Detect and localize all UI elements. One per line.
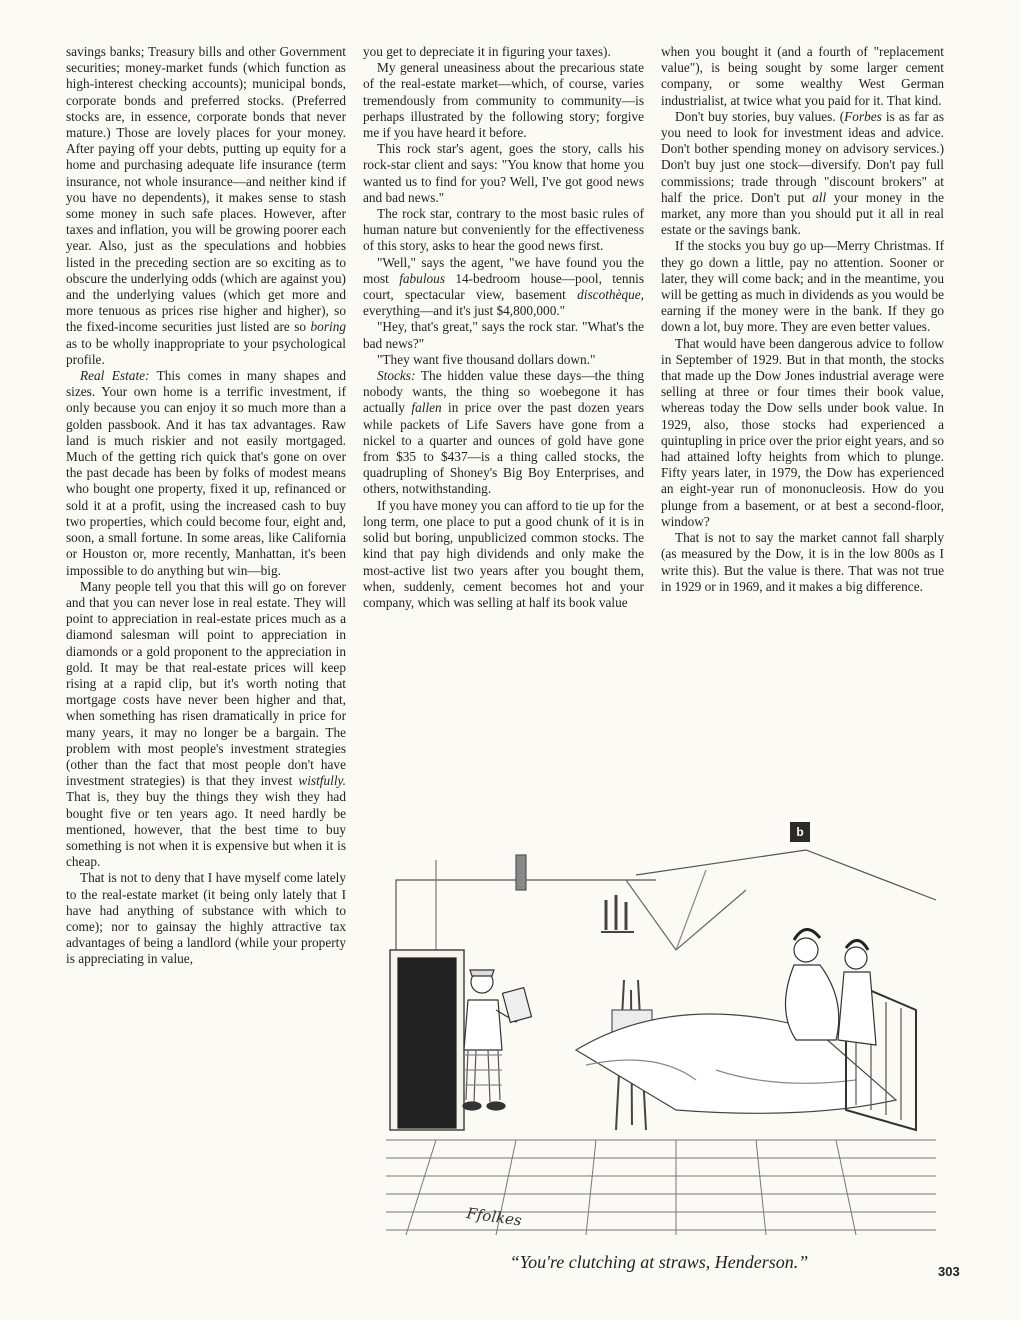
- paragraph: That is not to say the market cannot fall sharply (as measured by the Dow, it is in the low 800s as I write this). But the value is there. That was not true in 1929 or in 1969, and it makes a big difference.: [661, 530, 944, 594]
- paragraph: If you have money you can afford to tie up for the long term, one place to put a good chunk of it is in solid but boring, unpublicized common stocks. The kind that pay high dividends and only make the most-active list two years after you bought them, when, suddenly, cement becomes hot and your company, which was selling at half its book value: [363, 497, 644, 610]
- wall-lamp-icon: [516, 855, 526, 890]
- paragraph: This rock star's agent, goes the story, calls his rock-star client and says: "You know that home you wanted us to find for you? Well, I've got good news and bad news.": [363, 141, 644, 205]
- paragraph: "Hey, that's great," says the rock star. "What's the bad news?": [363, 319, 644, 351]
- paragraph: Stocks: The hidden value these days—the thing nobody wants, the thing so woebegone it has actually fallen in price over the past dozen years while packets of Life Savers have gone from a nickel to a quarter and ounces of gold have gone from $35 to $437—is a thing called stocks, the quadrupling of Shoney's Big Boy Enterprises, and others, notwithstanding.: [363, 368, 644, 497]
- artist-signature: Ffolkes: [465, 1204, 523, 1230]
- paragraph: The rock star, contrary to the most basic rules of human nature but conveniently for the effectiveness of this story, asks to hear the good news first.: [363, 206, 644, 254]
- paragraph: "They want five thousand dollars down.": [377, 351, 596, 367]
- cartoon-illustration: [376, 840, 942, 1240]
- paragraph: If the stocks you buy go up—Merry Christmas. If they go down a little, pay no attention. Sooner or later, they will come back; and in the meantime, you will be getting as much in dividends as you would be earning if the money were in the bank. If they go down a lot, buy more. They are even better values.: [661, 238, 944, 335]
- paragraph: you get to depreciate it in figuring your taxes).: [363, 44, 611, 59]
- article-column-3: [661, 44, 944, 595]
- paragraph: "Well," says the agent, "we have found you the most fabulous 14-bedroom house—pool, tennis court, spectacular view, basement discothèque, everything—and it's just $4,800,000.": [363, 254, 644, 319]
- article-column-1: [66, 44, 346, 968]
- paragraph: Many people tell you that this will go on forever and that you can never lose in real estate. They will point to appreciation in real-estate prices much as a diamond salesman will point to appreciation in diamonds or a gold proponent to the appreciation in gold. It may be that real-estate prices will keep rising at a rapid clip, but it's worth noting that mortgage costs have never been higher and that, when something has risen dramatically in price for many years, it may no longer be a bargain. The problem with most people's investment strategies (other than the fact that most people don't have investment strategies) is that they invest wistfully. That is, they buy the things they wish they had bought five or ten years ago. It need hardly be mentioned, however, that the best time to buy something is not when it is expensive but when it is cheap.: [66, 578, 346, 870]
- paragraph: Don't buy stories, buy values. (Forbes is as far as you need to look for investment ideas and advice. Don't bother spending money on advisory services.) Don't buy just one stock—diversify. Don't pay full commissions; trade through "discount brokers" at half the price. Don't put all your money in the market, any more than you should put it all in real estate or the savings bank.: [661, 108, 945, 238]
- candles-icon: [606, 895, 626, 930]
- paragraph: when you bought it (and a fourth of "replacement value"), is being sought by some larger cement company, or some wealthy West German industrialist, at twice what you paid for it. That kind.: [661, 44, 944, 108]
- paragraph: Real Estate: This comes in many shapes and sizes. Your own home is a terrific investment, if only because you can enjoy it so much more than a golden passbook. And it has tax advantages. Raw land is much riskier and not easily mortgaged. Much of the getting rich quick that's gone on over the past decade has been by folks of modest means who bought one property, fixed it up, refinanced or sold it at a profit, using the increased cash to buy two properties, which could become four, eight and, soon, a small fortune. In some areas, like California or Houston or, more recently, Manhattan, it's been impossible to do anything but win—big.: [66, 368, 346, 578]
- end-mark-icon: b: [790, 822, 810, 842]
- bed-scene-icon: [576, 929, 916, 1130]
- article-column-2: [363, 44, 644, 611]
- page-number: 303: [938, 1264, 960, 1279]
- open-doorway-icon: [398, 958, 456, 1128]
- cartoon-caption: “You're clutching at straws, Henderson.”: [509, 1252, 809, 1272]
- paragraph: That would have been dangerous advice to follow in September of 1929. But in that month, the stocks that made up the Dow Jones industrial average were selling at three or four times their book value, whereas today the Dow sells under book value. In 1929, also, those stocks had experienced a quintupling in price over the prior eight years, and so had attained lofty heights from which to plunge. Fifty years later, in 1979, the Dow has experienced an eight-year run of mononucleosis. How do you plunge from a basement, or at best a second-floor, window?: [661, 335, 944, 529]
- paragraph: My general uneasiness about the precarious state of the real-estate market—which, of course, varies tremendously from community to community—is perhaps illustrated by the following story; forgive me if you have heard it before.: [363, 60, 644, 141]
- butler-figure-icon: [463, 970, 532, 1110]
- paragraph: That is not to deny that I have myself come lately to the real-estate market (it being only lately that I have had anything of substance with which to come); nor to gainsay the highly attractive tax advantages of being a landlord (while your property is appreciating in value,: [66, 870, 346, 967]
- paragraph: savings banks; Treasury bills and other Government securities; money-market funds (which function as high-interest checking accounts); municipal bonds, corporate bonds and preferred stocks. (Preferred stocks are, in essence, corporate bonds that never mature.) Those are lovely places for your money. After paying off your debts, putting up equity for a home and purchasing adequate life insurance (term insurance, not whole insurance—and neither kind if you have no dependents), it makes sense to stash some money in such safe places. However, after taxes and inflation, you will be growing poorer each year. Also, just as the speculations and hobbies listed in the preceding section are so exciting as to obscure the underlying odds (which are against you) and the underlying values (which get more and more tenuous as prices rise higher and higher), so the fixed-income securities just listed are so boring as to be wholly inappropriate to your psychological profile.: [66, 44, 346, 367]
